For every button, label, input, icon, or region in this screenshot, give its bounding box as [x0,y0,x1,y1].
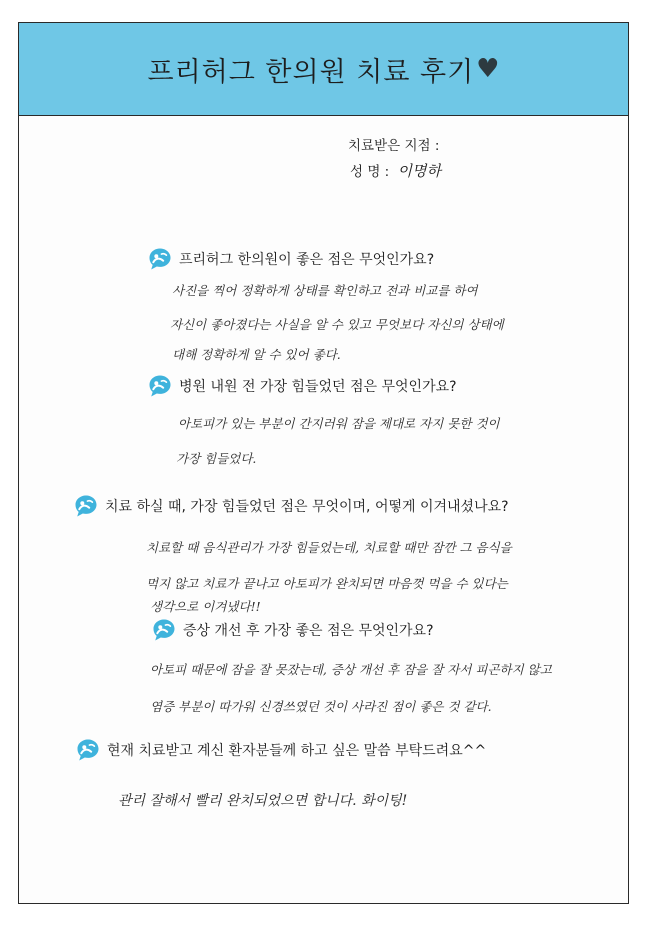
question-2 [148,374,457,398]
speech-bubble-icon [74,494,98,518]
answer-line: 사진을 찍어 정확하게 상태를 확인하고 전과 비교를 하여 [172,283,478,298]
speech-bubble-icon [152,618,176,642]
branch-field [348,134,439,154]
name-field [350,160,441,181]
review-sheet [18,22,629,904]
answer-line: 관리 잘해서 빨리 완치되었으면 합니다. 화이팅! [118,793,408,809]
question-1 [148,247,434,271]
answer-line: 먹지 않고 치료가 끝나고 아토피가 완치되면 마음껏 먹을 수 있다는 [146,576,508,591]
question-3 [74,494,509,518]
speech-bubble-icon [76,738,100,762]
question-5 [76,738,486,762]
branch-label: 치료받은 지점 : [348,138,440,154]
name-label: 성 명 : [350,164,390,180]
question-4 [152,618,434,642]
question-text: 병원 내원 전 가장 힘들었던 점은 무엇인가요? [179,379,457,395]
name-value: 이명하 [397,162,441,180]
question-text: 치료 하실 때, 가장 힘들었던 점은 무엇이며, 어떻게 이겨내셨나요? [105,499,509,515]
page-title: 프리허그 한의원 치료 후기 [147,56,475,88]
answer-line: 아토피 때문에 잠을 잘 못잤는데, 증상 개선 후 잠을 잘 자서 피곤하지 않고 [150,662,552,677]
heart-icon: ♥ [476,54,500,84]
answer-line: 치료할 때 음식관리가 가장 힘들었는데, 치료할 때만 잠깐 그 음식을 [146,540,512,555]
answer-line: 염증 부분이 따가워 신경쓰였던 것이 사라진 점이 좋은 것 같다. [150,699,492,714]
title-banner [19,23,628,116]
question-text: 현재 치료받고 계신 환자분들께 하고 싶은 말씀 부탁드려요^^ [107,743,487,759]
answer-line: 아토피가 있는 부분이 간지러워 잠을 제대로 자지 못한 것이 [178,416,500,431]
answer-line: 자신이 좋아졌다는 사실을 알 수 있고 무엇보다 자신의 상태에 [170,317,504,332]
speech-bubble-icon [148,374,172,398]
answer-line: 생각으로 이겨냈다!! [150,599,261,614]
answer-line: 대해 정확하게 알 수 있어 좋다. [172,347,341,362]
question-text: 증상 개선 후 가장 좋은 점은 무엇인가요? [183,623,434,639]
speech-bubble-icon [148,247,172,271]
question-text: 프리허그 한의원이 좋은 점은 무엇인가요? [179,252,435,268]
answer-line: 가장 힘들었다. [176,451,257,466]
